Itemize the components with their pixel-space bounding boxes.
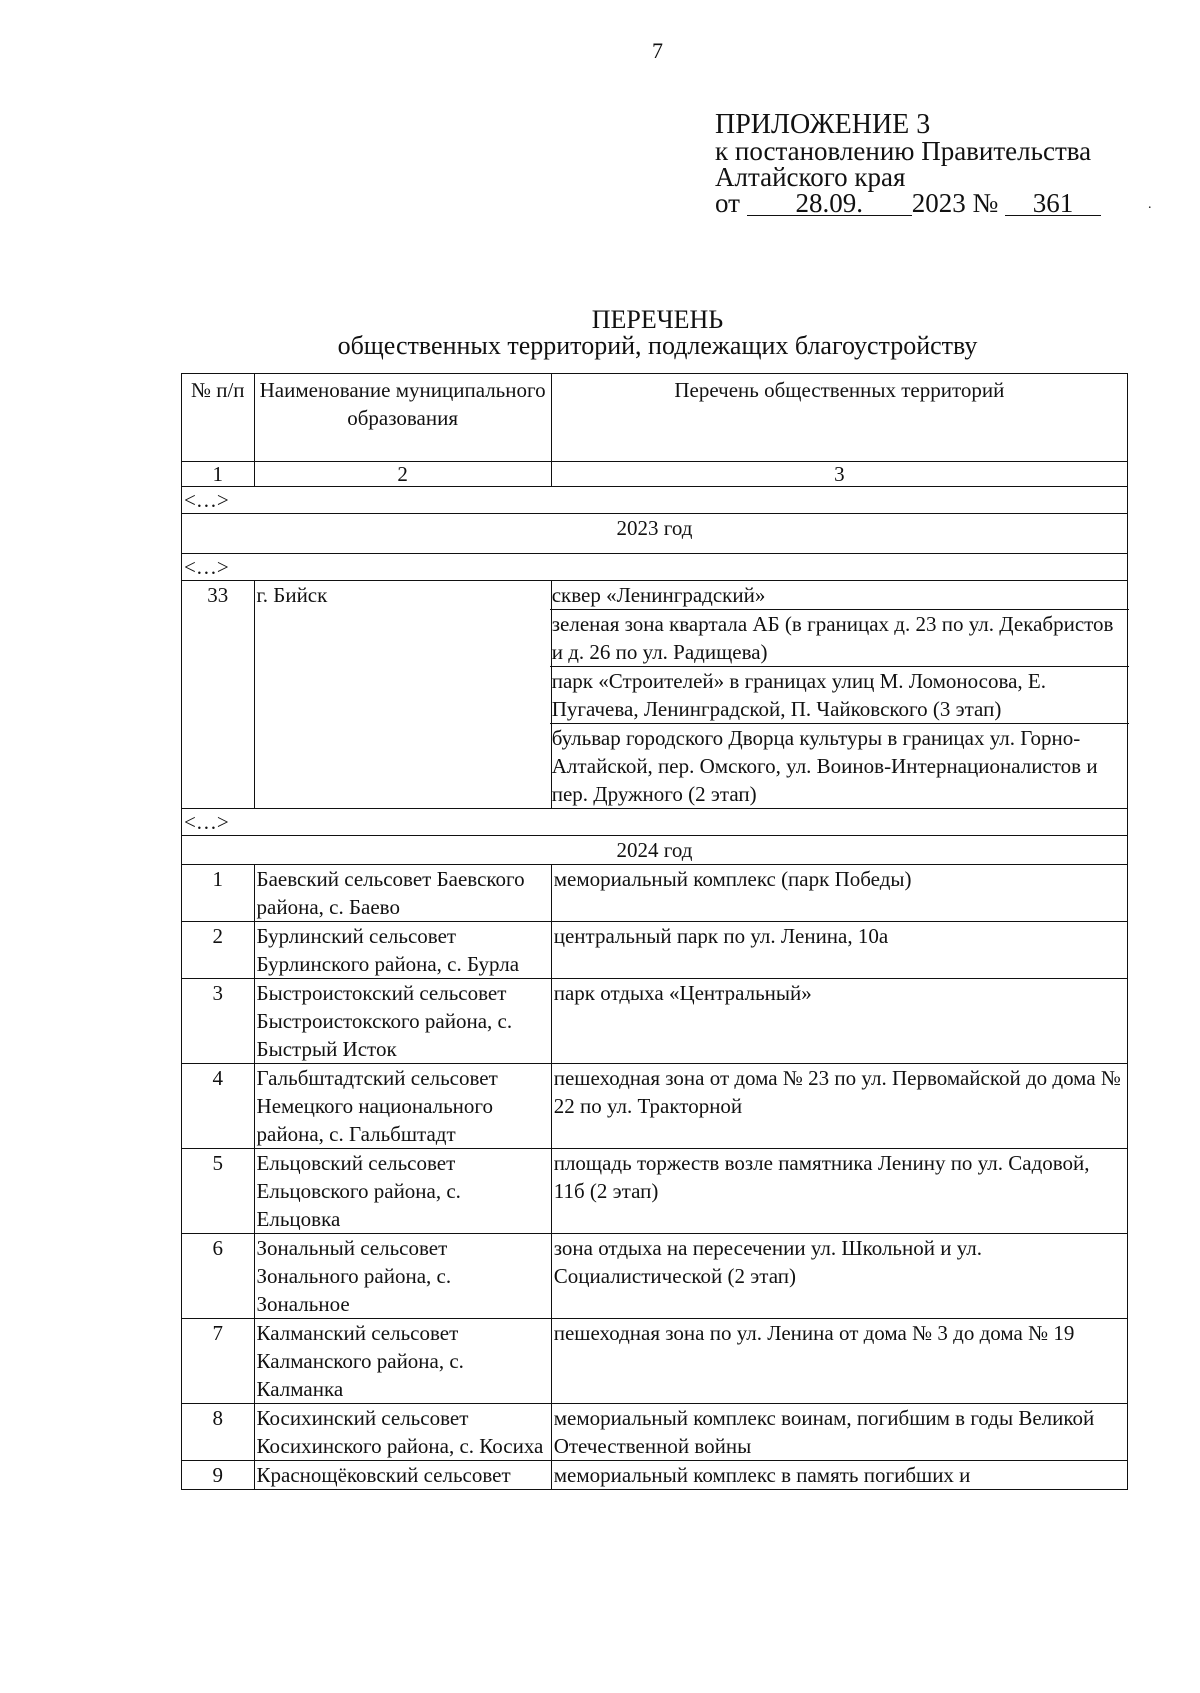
row-municipality: Баевский сельсовет Баевского района, с. Баево [254, 865, 551, 922]
territory-item: парк «Строителей» в границах улиц М. Ломоносова, Е. Пугачева, Ленинградской, П. Чайковского (3 этап) [550, 666, 1129, 723]
row-territory: парк отдыха «Центральный» [551, 979, 1127, 1064]
territory-item: сквер «Ленинградский» [551, 583, 766, 607]
appendix-block [715, 109, 1101, 218]
row-number: 5 [182, 1149, 255, 1234]
table-row [182, 1149, 1128, 1234]
row-number: 9 [182, 1461, 255, 1490]
row-municipality: Краснощёковский сельсовет [254, 1461, 551, 1490]
col-number-1: 1 [182, 462, 255, 487]
ellipsis-row [182, 554, 1128, 581]
table-row [182, 1064, 1128, 1149]
table-row [182, 979, 1128, 1064]
territory-item: бульвар городского Дворца культуры в границах ул. Горно-Алтайской, пер. Омского, ул. Воинов-Интернационалистов и пер. Дружного (2 этап) [550, 723, 1129, 808]
ellipsis: <…> [182, 487, 1128, 514]
table-row [182, 865, 1128, 922]
table-row [182, 581, 1128, 809]
row-territory: центральный парк по ул. Ленина, 10а [551, 922, 1127, 979]
col-number-3: 3 [551, 462, 1127, 487]
row-number: 4 [182, 1064, 255, 1149]
row-number: 7 [182, 1319, 255, 1404]
col-number-2: 2 [254, 462, 551, 487]
decree-date: 28.09. [747, 191, 912, 216]
ellipsis-row [182, 487, 1128, 514]
table-row [182, 1319, 1128, 1404]
row-municipality: Косихинский сельсовет Косихинского района, с. Косиха [254, 1404, 551, 1461]
decree-year-no: 2023 № [911, 188, 999, 218]
table-row [182, 1404, 1128, 1461]
row-municipality: Бурлинский сельсовет Бурлинского района, с. Бурла [254, 922, 551, 979]
rows-2024 [182, 865, 1128, 1490]
territories-table [181, 373, 1128, 1490]
year-2024: 2024 год [182, 836, 1128, 865]
header-municipality: Наименование муниципального образования [254, 374, 551, 462]
row-number: 3 [182, 979, 255, 1064]
document-subtitle: общественных территорий, подлежащих благоустройству [337, 331, 978, 360]
year-2023: 2023 год [182, 514, 1128, 554]
row-municipality: Калманский сельсовет Калманского района, с. Калманка [254, 1319, 551, 1404]
row-municipality: Гальбштадтский сельсовет Немецкого национального района, с. Гальбштадт [254, 1064, 551, 1149]
row-number: 1 [182, 865, 255, 922]
row-municipality: г. Бийск [254, 581, 551, 809]
appendix-date-line [715, 190, 1101, 216]
date-prefix: от [715, 188, 740, 218]
row-territory: мемориальный комплекс в память погибших и [551, 1461, 1127, 1490]
row-territory: пешеходная зона по ул. Ленина от дома № 3 до дома № 19 [551, 1319, 1127, 1404]
row-number: 33 [182, 581, 255, 809]
header-number: № п/п [182, 374, 255, 462]
header-territories: Перечень общественных территорий [551, 374, 1127, 462]
row-territory: мемориальный комплекс воинам, погибшим в годы Великой Отечественной войны [551, 1404, 1127, 1461]
scan-dot: . [1148, 197, 1152, 212]
row-territory: площадь торжеств возле памятника Ленину по ул. Садовой, 11б (2 этап) [551, 1149, 1127, 1234]
table-row [182, 1234, 1128, 1319]
territory-item: зеленая зона квартала АБ (в границах д. 23 по ул. Декабристов и д. 26 по ул. Радищева) [550, 609, 1129, 666]
year-row-2023 [182, 514, 1128, 554]
appendix-line-2: Алтайского края [715, 162, 906, 192]
header-row [182, 374, 1128, 462]
table-row [182, 922, 1128, 979]
document-title: ПЕРЕЧЕНЬ [591, 305, 724, 334]
row-municipality: Быстроистокский сельсовет Быстроистокского района, с. Быстрый Исток [254, 979, 551, 1064]
row-municipality: Зональный сельсовет Зонального района, с. Зональное [254, 1234, 551, 1319]
appendix-title: ПРИЛОЖЕНИЕ 3 [715, 109, 931, 140]
row-territory: пешеходная зона от дома № 23 по ул. Первомайской до дома № 22 по ул. Тракторной [551, 1064, 1127, 1149]
ellipsis-row [182, 809, 1128, 836]
row-territories [551, 581, 1127, 809]
row-number: 6 [182, 1234, 255, 1319]
row-municipality: Ельцовский сельсовет Ельцовского района, с. Ельцовка [254, 1149, 551, 1234]
row-territory: мемориальный комплекс (парк Победы) [551, 865, 1127, 922]
page-number: 7 [652, 38, 663, 63]
ellipsis: <…> [182, 809, 1128, 836]
year-row-2024 [182, 836, 1128, 865]
ellipsis: <…> [182, 554, 1128, 581]
row-number: 8 [182, 1404, 255, 1461]
row-territory: зона отдыха на пересечении ул. Школьной и ул. Социалистической (2 этап) [551, 1234, 1127, 1319]
appendix-line-1: к постановлению Правительства [715, 136, 1092, 166]
column-numbers-row [182, 462, 1128, 487]
decree-number: 361 [1005, 191, 1101, 216]
table-row [182, 1461, 1128, 1490]
row-number: 2 [182, 922, 255, 979]
